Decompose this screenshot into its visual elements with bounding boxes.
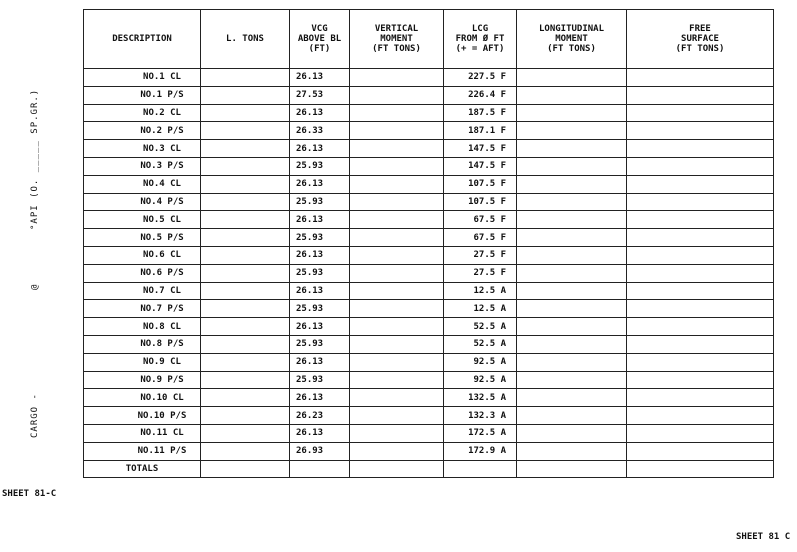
vertical-moment-cell — [350, 371, 444, 389]
lcg-cell: 187.5 F — [444, 104, 517, 122]
long-tons-cell — [201, 264, 290, 282]
longitudinal-moment-cell — [517, 104, 627, 122]
col-header-longitudinal-moment: LONGITUDINAL MOMENT (FT TONS) — [517, 10, 627, 69]
vcg-cell: 25.93 — [290, 264, 350, 282]
longitudinal-moment-cell — [517, 442, 627, 460]
free-surface-cell — [627, 229, 774, 247]
vcg-cell: 26.13 — [290, 69, 350, 87]
lcg-cell: 12.5 A — [444, 282, 517, 300]
longitudinal-moment-cell — [517, 175, 627, 193]
tank-description: NO.8 P/S — [84, 335, 201, 353]
table-row — [84, 300, 774, 318]
longitudinal-moment-cell — [517, 389, 627, 407]
tank-description: NO.7 CL — [84, 282, 201, 300]
table-row — [84, 407, 774, 425]
lcg-cell: 107.5 F — [444, 175, 517, 193]
free-surface-cell — [627, 157, 774, 175]
longitudinal-moment-cell — [517, 407, 627, 425]
vertical-moment-cell — [350, 424, 444, 442]
free-surface-cell — [627, 318, 774, 336]
col-header-vertical-moment: VERTICAL MOMENT (FT TONS) — [350, 10, 444, 69]
longitudinal-moment-cell — [517, 211, 627, 229]
cargo-label: CARGO - — [30, 393, 40, 438]
vertical-moment-cell — [350, 264, 444, 282]
free-surface-cell — [627, 282, 774, 300]
tank-description: NO.9 P/S — [84, 371, 201, 389]
free-surface-cell — [627, 175, 774, 193]
vertical-moment-cell — [350, 229, 444, 247]
table-row — [84, 175, 774, 193]
long-tons-cell — [201, 282, 290, 300]
table-row — [84, 104, 774, 122]
table-row — [84, 353, 774, 371]
table-row — [84, 69, 774, 87]
table-row — [84, 140, 774, 158]
lcg-cell: 52.5 A — [444, 318, 517, 336]
free-surface-cell — [627, 353, 774, 371]
totals-cell — [517, 460, 627, 477]
totals-cell — [201, 460, 290, 477]
table-row — [84, 193, 774, 211]
lcg-cell: 172.5 A — [444, 424, 517, 442]
vertical-moment-cell — [350, 389, 444, 407]
vertical-moment-cell — [350, 211, 444, 229]
vcg-cell: 26.13 — [290, 318, 350, 336]
lcg-cell: 67.5 F — [444, 229, 517, 247]
lcg-cell: 107.5 F — [444, 193, 517, 211]
vertical-moment-cell — [350, 282, 444, 300]
vertical-moment-cell — [350, 104, 444, 122]
col-header-long-tons: L. TONS — [201, 10, 290, 69]
tank-description: NO.11 CL — [84, 424, 201, 442]
free-surface-cell — [627, 246, 774, 264]
longitudinal-moment-cell — [517, 229, 627, 247]
vertical-moment-cell — [350, 193, 444, 211]
longitudinal-moment-cell — [517, 246, 627, 264]
long-tons-cell — [201, 318, 290, 336]
tank-description: NO.3 CL — [84, 140, 201, 158]
tank-description: NO.4 CL — [84, 175, 201, 193]
table-row — [84, 211, 774, 229]
free-surface-cell — [627, 140, 774, 158]
lcg-cell: 67.5 F — [444, 211, 517, 229]
table-row — [84, 282, 774, 300]
table-row — [84, 424, 774, 442]
vertical-moment-cell — [350, 300, 444, 318]
tank-description: NO.2 CL — [84, 104, 201, 122]
lcg-cell: 27.5 F — [444, 246, 517, 264]
free-surface-cell — [627, 371, 774, 389]
sheet-number-left: SHEET 81-C — [2, 489, 57, 499]
table-row — [84, 246, 774, 264]
tank-description: NO.9 CL — [84, 353, 201, 371]
tank-description: NO.6 CL — [84, 246, 201, 264]
longitudinal-moment-cell — [517, 371, 627, 389]
free-surface-cell — [627, 211, 774, 229]
lcg-cell: 132.3 A — [444, 407, 517, 425]
long-tons-cell — [201, 229, 290, 247]
tank-description: NO.1 P/S — [84, 86, 201, 104]
totals-cell — [444, 460, 517, 477]
long-tons-cell — [201, 246, 290, 264]
tank-description: NO.8 CL — [84, 318, 201, 336]
tank-description: NO.3 P/S — [84, 157, 201, 175]
long-tons-cell — [201, 140, 290, 158]
vcg-cell: 26.13 — [290, 246, 350, 264]
lcg-cell: 92.5 A — [444, 353, 517, 371]
free-surface-cell — [627, 264, 774, 282]
table-row — [84, 229, 774, 247]
lcg-cell: 52.5 A — [444, 335, 517, 353]
col-header-free-surface: FREE SURFACE (FT TONS) — [627, 10, 774, 69]
totals-row — [84, 460, 774, 477]
col-header-lcg: LCG FROM Ø FT (+ = AFT) — [444, 10, 517, 69]
vcg-cell: 26.13 — [290, 211, 350, 229]
sheet-number-right: SHEET 81 C — [736, 532, 791, 542]
table-row — [84, 318, 774, 336]
vcg-cell: 26.13 — [290, 104, 350, 122]
vcg-cell: 25.93 — [290, 371, 350, 389]
tank-description: NO.10 P/S — [84, 407, 201, 425]
vcg-cell: 26.13 — [290, 282, 350, 300]
lcg-cell: 27.5 F — [444, 264, 517, 282]
lcg-cell: 172.9 A — [444, 442, 517, 460]
table-row — [84, 371, 774, 389]
vcg-cell: 26.93 — [290, 442, 350, 460]
vcg-cell: 26.13 — [290, 140, 350, 158]
tank-description: NO.6 P/S — [84, 264, 201, 282]
vcg-cell: 26.13 — [290, 353, 350, 371]
lcg-cell: 227.5 F — [444, 69, 517, 87]
long-tons-cell — [201, 122, 290, 140]
long-tons-cell — [201, 157, 290, 175]
free-surface-cell — [627, 104, 774, 122]
longitudinal-moment-cell — [517, 157, 627, 175]
vcg-cell: 25.93 — [290, 300, 350, 318]
vcg-cell: 25.93 — [290, 229, 350, 247]
free-surface-cell — [627, 86, 774, 104]
lcg-cell: 12.5 A — [444, 300, 517, 318]
header-row — [84, 10, 774, 69]
free-surface-cell — [627, 69, 774, 87]
at-label: @ — [30, 283, 40, 290]
long-tons-cell — [201, 104, 290, 122]
vertical-moment-cell — [350, 157, 444, 175]
long-tons-cell — [201, 193, 290, 211]
vertical-moment-cell — [350, 86, 444, 104]
vertical-moment-cell — [350, 442, 444, 460]
vertical-moment-cell — [350, 335, 444, 353]
longitudinal-moment-cell — [517, 193, 627, 211]
tank-description: NO.11 P/S — [84, 442, 201, 460]
vertical-moment-cell — [350, 140, 444, 158]
table-row — [84, 389, 774, 407]
longitudinal-moment-cell — [517, 264, 627, 282]
long-tons-cell — [201, 389, 290, 407]
long-tons-cell — [201, 371, 290, 389]
table-row — [84, 157, 774, 175]
lcg-cell: 147.5 F — [444, 157, 517, 175]
vcg-cell: 25.93 — [290, 157, 350, 175]
tank-description: NO.10 CL — [84, 389, 201, 407]
vertical-moment-cell — [350, 407, 444, 425]
tank-description: NO.5 P/S — [84, 229, 201, 247]
table-row — [84, 442, 774, 460]
free-surface-cell — [627, 442, 774, 460]
longitudinal-moment-cell — [517, 140, 627, 158]
free-surface-cell — [627, 407, 774, 425]
long-tons-cell — [201, 335, 290, 353]
table-row — [84, 122, 774, 140]
longitudinal-moment-cell — [517, 122, 627, 140]
vcg-cell: 26.33 — [290, 122, 350, 140]
longitudinal-moment-cell — [517, 282, 627, 300]
api-gravity-label: °API (O. _____ SP.GR.) — [30, 88, 40, 230]
free-surface-cell — [627, 300, 774, 318]
tank-description: NO.4 P/S — [84, 193, 201, 211]
totals-cell — [627, 460, 774, 477]
tank-description: NO.7 P/S — [84, 300, 201, 318]
long-tons-cell — [201, 353, 290, 371]
table-row — [84, 264, 774, 282]
long-tons-cell — [201, 69, 290, 87]
vcg-cell: 25.93 — [290, 193, 350, 211]
totals-label: TOTALS — [84, 460, 201, 477]
lcg-cell: 147.5 F — [444, 140, 517, 158]
tank-description: NO.1 CL — [84, 69, 201, 87]
longitudinal-moment-cell — [517, 318, 627, 336]
longitudinal-moment-cell — [517, 69, 627, 87]
vertical-moment-cell — [350, 318, 444, 336]
lcg-cell: 187.1 F — [444, 122, 517, 140]
tank-description: NO.5 CL — [84, 211, 201, 229]
vcg-cell: 25.93 — [290, 335, 350, 353]
long-tons-cell — [201, 86, 290, 104]
long-tons-cell — [201, 175, 290, 193]
lcg-cell: 226.4 F — [444, 86, 517, 104]
vertical-moment-cell — [350, 175, 444, 193]
free-surface-cell — [627, 122, 774, 140]
long-tons-cell — [201, 407, 290, 425]
longitudinal-moment-cell — [517, 424, 627, 442]
vertical-moment-cell — [350, 69, 444, 87]
totals-cell — [350, 460, 444, 477]
free-surface-cell — [627, 424, 774, 442]
tank-description: NO.2 P/S — [84, 122, 201, 140]
vertical-moment-cell — [350, 353, 444, 371]
col-header-vcg: VCG ABOVE BL (FT) — [290, 10, 350, 69]
longitudinal-moment-cell — [517, 300, 627, 318]
table-row — [84, 335, 774, 353]
totals-cell — [290, 460, 350, 477]
longitudinal-moment-cell — [517, 86, 627, 104]
vcg-cell: 26.13 — [290, 389, 350, 407]
lcg-cell: 92.5 A — [444, 371, 517, 389]
long-tons-cell — [201, 300, 290, 318]
longitudinal-moment-cell — [517, 335, 627, 353]
long-tons-cell — [201, 424, 290, 442]
col-header-description: DESCRIPTION — [84, 10, 201, 69]
vcg-cell: 26.23 — [290, 407, 350, 425]
longitudinal-moment-cell — [517, 353, 627, 371]
vertical-moment-cell — [350, 122, 444, 140]
long-tons-cell — [201, 211, 290, 229]
vcg-cell: 26.13 — [290, 424, 350, 442]
free-surface-cell — [627, 335, 774, 353]
lcg-cell: 132.5 A — [444, 389, 517, 407]
free-surface-cell — [627, 193, 774, 211]
vcg-cell: 27.53 — [290, 86, 350, 104]
vcg-cell: 26.13 — [290, 175, 350, 193]
long-tons-cell — [201, 442, 290, 460]
vertical-moment-cell — [350, 246, 444, 264]
free-surface-cell — [627, 389, 774, 407]
cargo-tank-table — [83, 9, 774, 478]
table-row — [84, 86, 774, 104]
